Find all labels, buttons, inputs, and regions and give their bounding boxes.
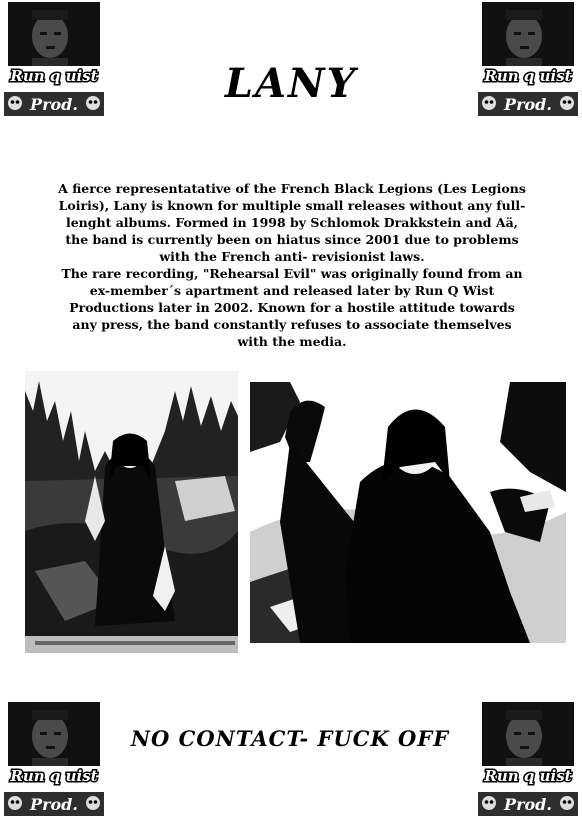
- band-biography: [58, 180, 526, 350]
- bio-paragraph-1: A fierce representatative of the French Black Legions (Les Legions Loiris), Lany is known for multiple small releases without any full-lenght albums. Formed in 1998 by Schlomok Drakkstein and Aä, the band is currently been on hiatus since 2001 due to problems with the French anti- revisionist laws.: [58, 181, 526, 264]
- logo-label-line2: Prod.: [30, 95, 78, 114]
- logo-label-line1: Run q uist: [10, 767, 98, 785]
- band-photo-right: [250, 382, 566, 643]
- contact-notice: NO CONTACT- FUCK OFF: [130, 726, 450, 751]
- bio-paragraph-2: The rare recording, "Rehearsal Evil" was originally found from an ex-member´s apartment and released later by Run Q Wist Productions later in 2002. Known for a hostile attitude towards any press, the band constantly refuses to associate themselves with the media.: [61, 266, 523, 349]
- label-logo-bottom-right: [476, 700, 580, 818]
- logo-label-line1: Run q uist: [10, 67, 98, 85]
- band-name-title: LANY: [224, 60, 358, 107]
- logo-label-line1: Run q uist: [484, 767, 572, 785]
- logo-label-line2: Prod.: [504, 795, 552, 814]
- logo-label-line2: Prod.: [504, 95, 552, 114]
- label-logo-bottom-left: [2, 700, 106, 818]
- logo-label-line1: Run q uist: [484, 67, 572, 85]
- logo-label-line2: Prod.: [30, 795, 78, 814]
- band-photo-left: [25, 371, 238, 653]
